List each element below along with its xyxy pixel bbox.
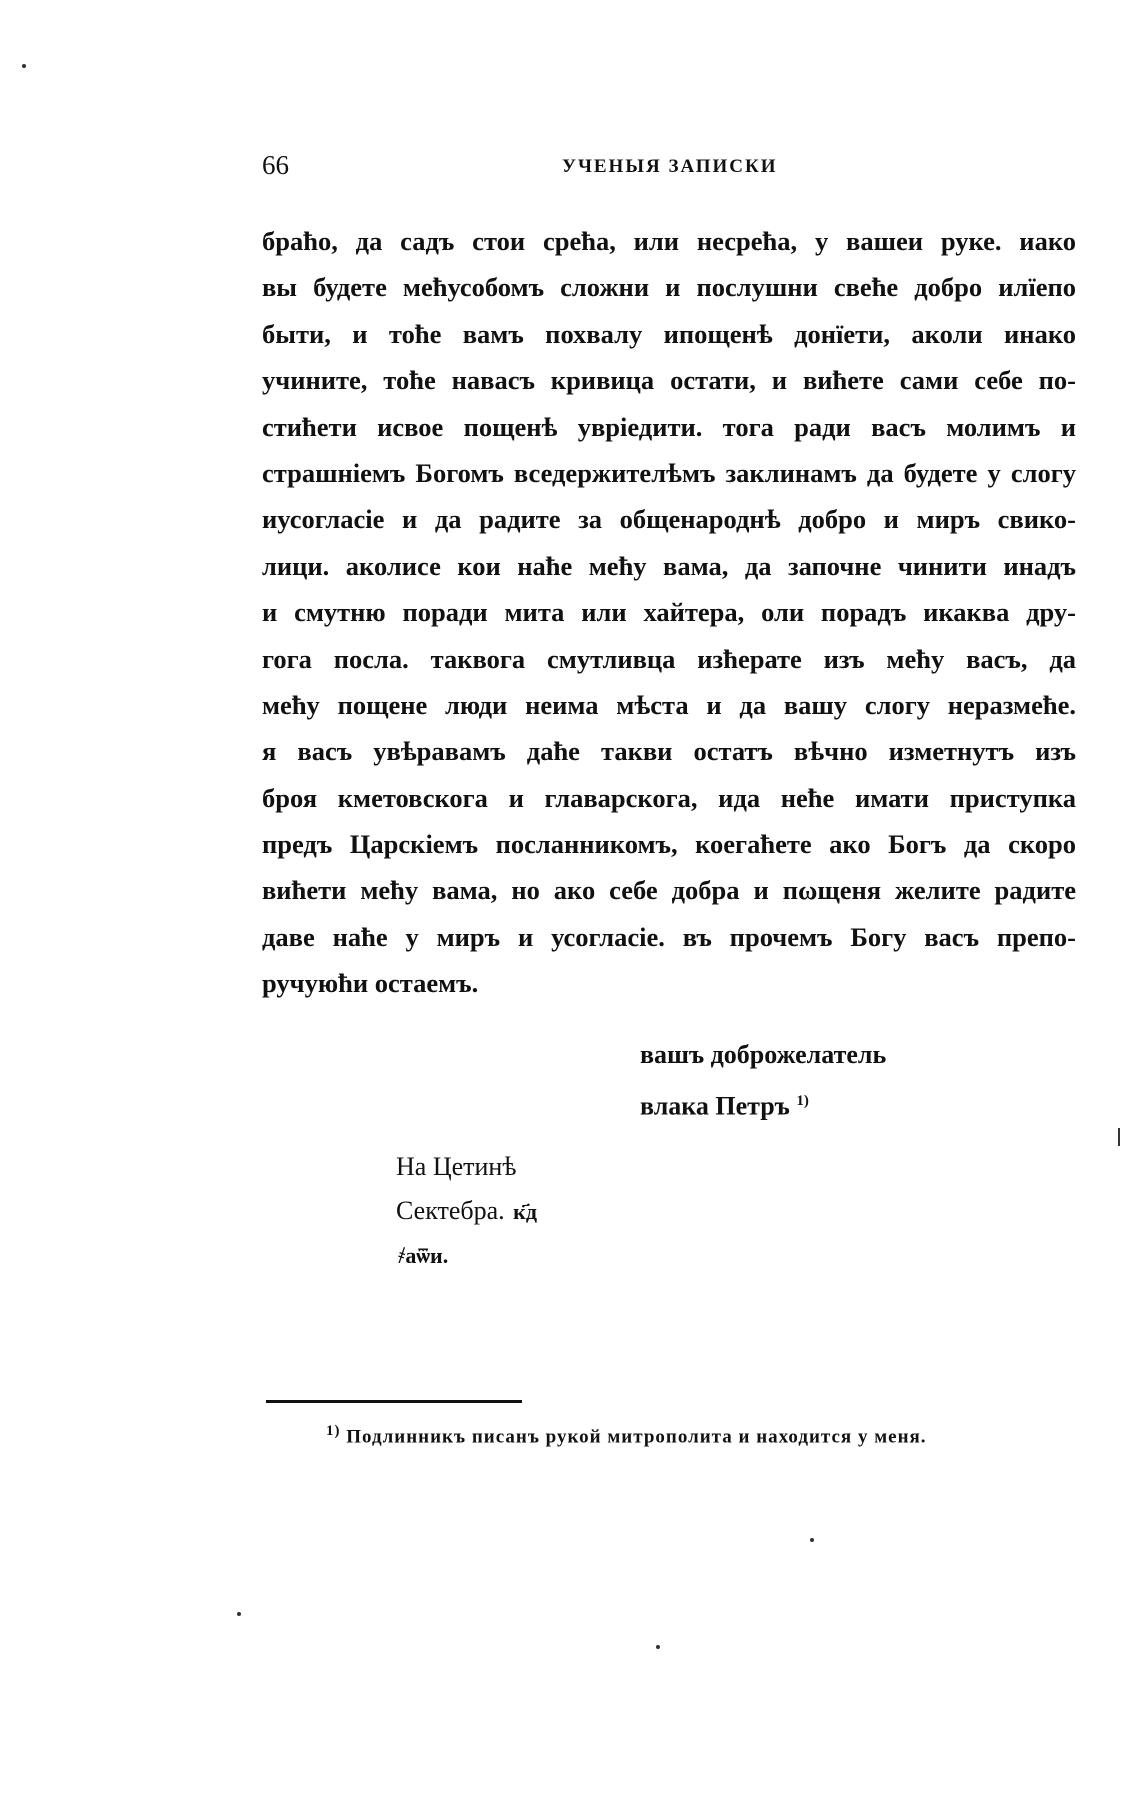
text-line: иусогласіе и да радите за общенароднѣ добро и миръ свико- [262,504,1076,535]
text-line: виħети меħу вама, но ако себе добра и пωщеня желите радите [262,875,1076,906]
signature-closing: вашъ доброжелатель [640,1040,887,1069]
letter-body [262,218,1076,1007]
text-line: меħу пощене люди неима мѣста и да вашу слогу неразмеħе. [262,689,1076,720]
day-numeral: к҃д [513,1199,537,1224]
print-speck [22,64,26,68]
footnote-reference: 1) [796,1093,809,1109]
print-speck [656,1645,660,1649]
text-line: даве наħе у миръ и усогласіе. въ прочемъ Богу васъ препо- [262,921,1076,952]
text-line: вы будете меħусобомъ сложни и послушни свеħе добро илїепо [262,272,1076,303]
running-title: УЧЕНЫЯ ЗАПИСКИ [562,156,778,177]
footnote-marker: 1) [326,1423,341,1439]
print-speck [237,1612,241,1616]
signature-block [640,1032,886,1130]
year-numeral: ҂аѿи. [398,1243,449,1268]
running-head [262,150,1062,190]
text-line: учините, тоħе навасъ кривица остати, и виħете сами себе по- [262,365,1076,396]
text-line: страшніемъ Богомъ вседержителѣмъ заклинамъ да будете у слогу [262,457,1076,488]
text-line: я васъ увѣравамъ даħе такви остатъ вѣчно изметнутъ изъ [262,736,1076,767]
footnote-divider [266,1400,522,1403]
text-line: и смутню поради мита или хайтера, оли порадъ икаква дру- [262,597,1076,628]
text-line: быти, и тоħе вамъ похвалу ипощенѣ донїети, аколи инако [262,318,1076,349]
month: Сектебра. [396,1196,505,1225]
place-date-block [396,1145,537,1278]
text-line: гога посла. таквога смутливца изħерате изъ меħу васъ, да [262,643,1076,674]
text-line: ручуюħи остаемъ. [262,968,479,999]
text-line: браћо, да садъ стои среħа, или несреħа, у вашеи руке. иако [262,226,1076,256]
text-line: стиħети исвое пощенѣ увріедити. тога ради васъ молимъ и [262,411,1076,442]
text-line: предъ Царскіемъ посланникомъ, коегаħете ако Богъ да скоро [262,829,1076,860]
text-line: лици. аколисе кои наħе меħу вама, да започне чинити инадъ [262,550,1076,581]
footnote-text: Подлинникъ писанъ рукой митрополита и находится у меня. [346,1426,927,1448]
page-number: 66 [262,150,289,180]
signature-name-line [640,1078,886,1130]
place: На Цетинѣ [396,1152,517,1181]
print-speck [810,1538,814,1542]
footnote [326,1423,927,1448]
text-line: броя кметовскога и главарскога, ида неħе имати приступка [262,782,1076,813]
print-speck [1118,1128,1120,1146]
signature-name: влака Петръ [640,1091,790,1121]
date-line [396,1189,537,1234]
